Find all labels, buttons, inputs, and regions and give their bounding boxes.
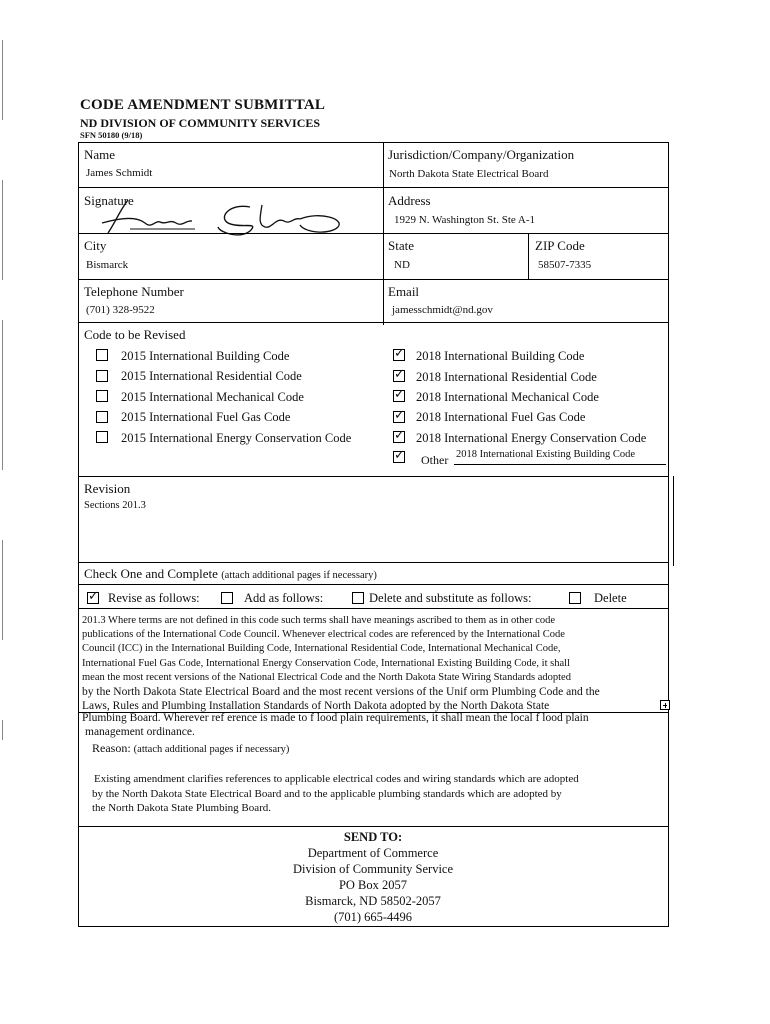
- code-option-label: 2015 International Residential Code: [121, 369, 302, 383]
- amendment-line: management ordinance.: [85, 725, 195, 738]
- frame-right-offset: [673, 476, 674, 566]
- send-to-line: (701) 665-4496: [333, 910, 413, 924]
- scan-artifact: [2, 40, 3, 120]
- reason-label: Reason:: [92, 741, 131, 755]
- row-divider: [78, 476, 669, 477]
- amendment-line: International Fuel Gas Code, International Energy Conservation Code, International Existing Building Code, it shall: [82, 657, 570, 669]
- frame-left: [78, 142, 79, 927]
- address-label: Address: [388, 193, 431, 208]
- checkbox-revise[interactable]: [87, 592, 99, 604]
- row-divider: [78, 322, 669, 323]
- row-divider: [78, 562, 669, 563]
- amendment-line: mean the most recent versions of the National Electrical Code and the North Dakota State Wiring Standards adopted: [82, 671, 571, 683]
- send-to-line: Division of Community Service: [292, 862, 454, 876]
- code-option-label: 2015 International Mechanical Code: [121, 390, 304, 404]
- send-to-line: Department of Commerce: [307, 846, 439, 860]
- signature-label: Signature: [84, 193, 134, 208]
- scan-artifact: [2, 540, 3, 640]
- amendment-line: 201.3 Where terms are not defined in this code such terms shall have meanings ascribed to them as in other code: [82, 615, 556, 626]
- phone-label: Telephone Number: [84, 284, 184, 299]
- name-label: Name: [84, 147, 116, 162]
- other-code-field[interactable]: 2018 International Existing Building Code: [456, 449, 636, 460]
- plus-box-icon[interactable]: [660, 700, 670, 710]
- city-label: City: [84, 238, 107, 253]
- check-one-note: (attach additional pages if necessary): [221, 570, 377, 581]
- option-add-label: Add as follows:: [244, 591, 324, 605]
- row-divider: [78, 187, 669, 188]
- checkbox-2015-imc[interactable]: [96, 390, 108, 402]
- checkbox-2018-ibc[interactable]: [393, 349, 405, 361]
- checkbox-2015-irc[interactable]: [96, 370, 108, 382]
- other-underline: [454, 464, 666, 465]
- state-field[interactable]: ND: [394, 259, 410, 271]
- scan-artifact: [2, 720, 3, 740]
- option-delete-label: Delete: [594, 591, 627, 605]
- code-option-label: 2015 International Energy Conservation Code: [121, 431, 352, 445]
- zip-label: ZIP Code: [535, 238, 585, 253]
- row-divider: [78, 279, 669, 280]
- city-field[interactable]: Bismarck: [86, 259, 129, 271]
- phone-field[interactable]: (701) 328-9522: [86, 304, 155, 316]
- check-one-label: [84, 566, 377, 582]
- reason-text[interactable]: [92, 772, 662, 816]
- org-field[interactable]: North Dakota State Electrical Board: [389, 168, 549, 180]
- state-label: State: [388, 238, 414, 253]
- column-divider: [528, 233, 529, 279]
- amendment-text-overflow[interactable]: [82, 712, 667, 739]
- send-to-label: SEND TO:: [343, 830, 403, 844]
- amendment-line: publications of the International Code Council. Whenever electrical codes are referenced by the International Code: [82, 629, 565, 641]
- scan-artifact: [2, 180, 3, 280]
- address-field[interactable]: 1929 N. Washington St. Ste A-1: [394, 214, 536, 226]
- form-subtitle: ND DIVISION OF COMMUNITY SERVICES: [80, 116, 321, 130]
- row-divider: [78, 233, 669, 234]
- code-option-label: 2018 International Mechanical Code: [416, 390, 599, 404]
- org-label: Jurisdiction/Company/Organization: [388, 147, 575, 162]
- other-label: Other: [421, 453, 449, 467]
- email-field[interactable]: jamesschmidt@nd.gov: [392, 304, 493, 316]
- send-to-line: PO Box 2057: [338, 878, 408, 892]
- frame-right: [668, 142, 669, 927]
- checkbox-2018-imc[interactable]: [393, 390, 405, 402]
- checkbox-delete-substitute[interactable]: [352, 592, 364, 604]
- zip-field[interactable]: 58507-7335: [538, 259, 592, 271]
- reason-line: Existing amendment clarifies references to applicable electrical codes and wiring standards which are adopted: [94, 773, 579, 785]
- row-divider: [78, 826, 669, 827]
- checkbox-add[interactable]: [221, 592, 233, 604]
- code-option-label: 2015 International Building Code: [121, 349, 290, 363]
- check-one-title: Check One and Complete: [84, 566, 218, 581]
- revision-field[interactable]: Sections 201.3: [84, 500, 146, 511]
- reason-line: the North Dakota State Plumbing Board.: [92, 802, 272, 814]
- revision-label: Revision: [84, 481, 131, 496]
- scan-artifact: [2, 320, 3, 470]
- checkbox-2015-ibc[interactable]: [96, 349, 108, 361]
- checkbox-2015-iecc[interactable]: [96, 431, 108, 443]
- form-number: SFN 50180 (9/18): [80, 130, 143, 140]
- checkbox-2015-ifgc[interactable]: [96, 411, 108, 423]
- reason-line: by the North Dakota State Electrical Board and to the applicable plumbing standards which are adopted by: [92, 787, 562, 800]
- amendment-text[interactable]: [82, 614, 667, 713]
- email-label: Email: [388, 284, 420, 299]
- code-option-label: 2018 International Residential Code: [416, 370, 597, 384]
- amendment-line: Council (ICC) in the International Building Code, International Residential Code, International Mechanical Code,: [82, 643, 561, 655]
- checkbox-other[interactable]: [393, 451, 405, 463]
- reason-note: (attach additional pages if necessary): [133, 744, 290, 755]
- form-title: CODE AMENDMENT SUBMITTAL: [80, 97, 326, 113]
- amendment-line: Plumbing Board. Wherever ref erence is made to f lood plain requirements, it shall mean the local f lood plain: [82, 712, 589, 724]
- code-option-label: 2015 International Fuel Gas Code: [121, 410, 291, 424]
- checkbox-2018-iecc[interactable]: [393, 431, 405, 443]
- name-field[interactable]: James Schmidt: [86, 167, 153, 179]
- option-delete-substitute-label: Delete and substitute as follows:: [369, 591, 532, 605]
- amendment-line: Laws, Rules and Plumbing Installation Standards of North Dakota adopted by the North Dakota State: [82, 700, 550, 713]
- checkbox-2018-irc[interactable]: [393, 370, 405, 382]
- row-divider: [78, 584, 669, 585]
- reason-label-row: [92, 741, 289, 756]
- send-to-line: Bismarck, ND 58502-2057: [305, 894, 441, 908]
- frame-top: [78, 142, 669, 143]
- codes-section-label: Code to be Revised: [84, 327, 186, 342]
- row-divider: [78, 608, 669, 609]
- option-revise-label: Revise as follows:: [108, 591, 200, 605]
- checkbox-2018-ifgc[interactable]: [393, 411, 405, 423]
- code-option-label: 2018 International Building Code: [416, 349, 585, 363]
- amendment-line: by the North Dakota State Electrical Board and the most recent versions of the Unif orm Plumbing Code and the: [82, 686, 600, 699]
- frame-bottom: [78, 926, 669, 927]
- checkbox-delete[interactable]: [569, 592, 581, 604]
- code-option-label: 2018 International Energy Conservation Code: [416, 431, 647, 445]
- code-option-label: 2018 International Fuel Gas Code: [416, 410, 586, 424]
